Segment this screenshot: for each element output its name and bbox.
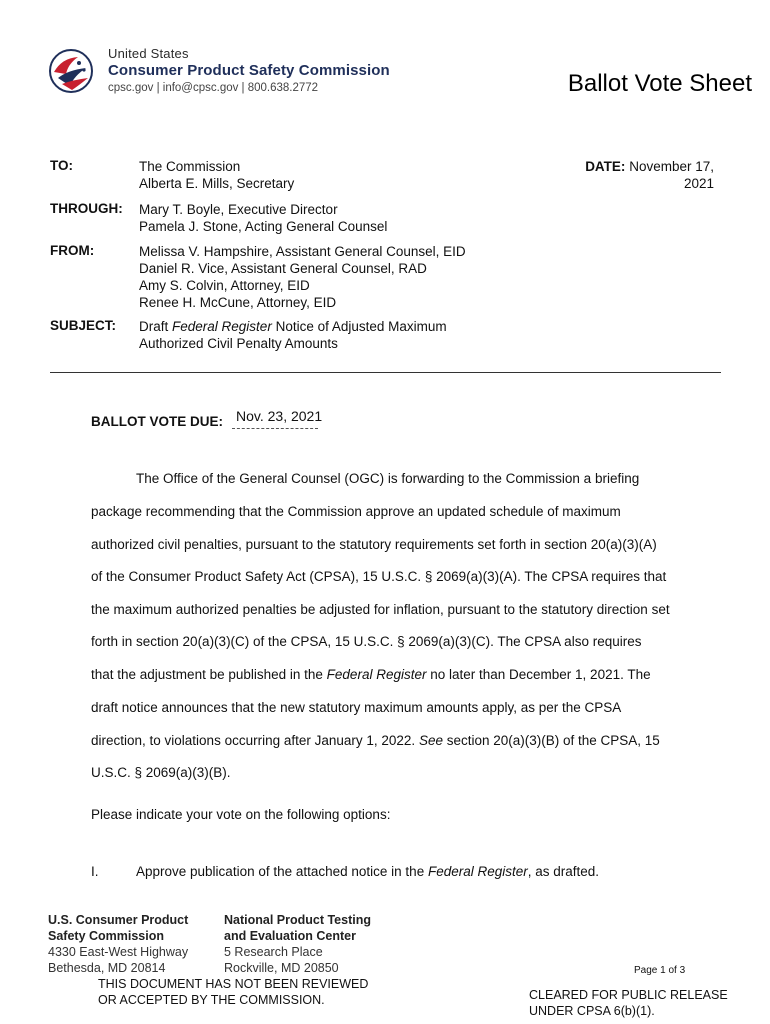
footer-street: 4330 East-West Highway (48, 945, 189, 959)
footer-org: U.S. Consumer Product (48, 913, 189, 927)
footer-org: and Evaluation Center (224, 929, 356, 943)
from-line: Melissa V. Hampshire, Assistant General Counsel, EID (139, 244, 466, 259)
page-number: Page 1 of 3 (634, 965, 686, 976)
through-label: THROUGH: (50, 201, 123, 216)
body-line (91, 667, 651, 682)
agency-contact: cpsc.gov | info@cpsc.gov | 800.638.2772 (108, 82, 319, 94)
body-line: authorized civil penalties, pursuant to the statutory requirements set forth in section 20(a)(3)(A) (91, 537, 657, 552)
notice-line: CLEARED FOR PUBLIC RELEASE (529, 988, 728, 1002)
body-line: forth in section 20(a)(3)(C) of the CPSA, 15 U.S.C. § 2069(a)(3)(C). The CPSA also requires (91, 634, 642, 649)
agency-country: United States (108, 46, 189, 61)
ballot-due-label: BALLOT VOTE DUE: (91, 414, 223, 429)
document-title: Ballot Vote Sheet (567, 70, 752, 97)
option-text: , as drafted. (527, 864, 600, 879)
through-value (139, 201, 387, 235)
from-line: Amy S. Colvin, Attorney, EID (139, 278, 310, 293)
body-line: the maximum authorized penalties be adjusted for inflation, pursuant to the statutory direction set (91, 602, 670, 617)
body-text: no later than December 1, 2021. The (426, 667, 651, 682)
body-line: of the Consumer Product Safety Act (CPSA), 15 U.S.C. § 2069(a)(3)(A). The CPSA requires that (91, 569, 667, 584)
subject-text: Notice of Adjusted Maximum (271, 319, 447, 334)
date-label: DATE: (585, 159, 626, 174)
to-line: The Commission (139, 159, 241, 174)
body-text: section 20(a)(3)(B) of the CPSA, 15 (442, 733, 660, 748)
footer-street: 5 Research Place (224, 945, 323, 959)
body-italic: See (418, 733, 443, 748)
option-text: Approve publication of the attached notice in the (136, 864, 428, 879)
body-line: draft notice announces that the new statutory maximum amounts apply, as per the CPSA (91, 700, 622, 715)
footer-city: Rockville, MD 20850 (224, 961, 339, 975)
option-italic: Federal Register (427, 864, 528, 879)
date-value-line1: November 17, (629, 159, 714, 174)
notice-line: OR ACCEPTED BY THE COMMISSION. (98, 993, 325, 1007)
ballot-due-date: Nov. 23, 2021 (236, 408, 323, 424)
subject-value (139, 318, 447, 352)
body-line (91, 733, 660, 748)
from-value (139, 243, 466, 311)
subject-italic: Federal Register (172, 319, 272, 334)
vote-prompt: Please indicate your vote on the following options: (91, 807, 391, 822)
notice-line: THIS DOCUMENT HAS NOT BEEN REVIEWED (98, 977, 369, 991)
body-italic: Federal Register (326, 667, 427, 682)
body-line: The Office of the General Counsel (OGC) is forwarding to the Commission a briefing (136, 471, 640, 486)
through-line: Pamela J. Stone, Acting General Counsel (139, 219, 388, 234)
ballot-due-underline (232, 428, 318, 429)
date-block (585, 158, 714, 192)
agency-name: Consumer Product Safety Commission (108, 62, 390, 79)
footer-city: Bethesda, MD 20814 (48, 961, 166, 975)
footer-org: Safety Commission (48, 929, 165, 943)
option-1-text (136, 864, 599, 879)
subject-line2: Authorized Civil Penalty Amounts (139, 336, 338, 351)
body-text: direction, to violations occurring after January 1, 2022. (91, 733, 419, 748)
from-line: Daniel R. Vice, Assistant General Counsel, RAD (139, 261, 427, 276)
not-reviewed-notice (98, 976, 368, 1008)
subject-label: SUBJECT: (50, 318, 117, 333)
footer-address-right (224, 912, 371, 976)
footer-address-left (48, 912, 188, 976)
option-numeral: I. (91, 864, 99, 879)
header-divider (50, 372, 721, 373)
to-line: Alberta E. Mills, Secretary (139, 176, 295, 191)
subject-text: Draft (139, 319, 173, 334)
date-value-line2: 2021 (683, 176, 714, 191)
body-line: U.S.C. § 2069(a)(3)(B). (91, 765, 231, 780)
to-label: TO: (50, 158, 73, 173)
footer-org: National Product Testing (224, 913, 371, 927)
cpsc-seal-icon (48, 48, 94, 94)
from-line: Renee H. McCune, Attorney, EID (139, 295, 337, 310)
to-value (139, 158, 294, 192)
notice-line: UNDER CPSA 6(b)(1). (529, 1004, 655, 1018)
cleared-notice (529, 987, 728, 1019)
through-line: Mary T. Boyle, Executive Director (139, 202, 338, 217)
letterhead (48, 46, 408, 102)
from-label: FROM: (50, 243, 95, 258)
body-line: package recommending that the Commission approve an updated schedule of maximum (91, 504, 621, 519)
body-text: that the adjustment be published in the (91, 667, 327, 682)
